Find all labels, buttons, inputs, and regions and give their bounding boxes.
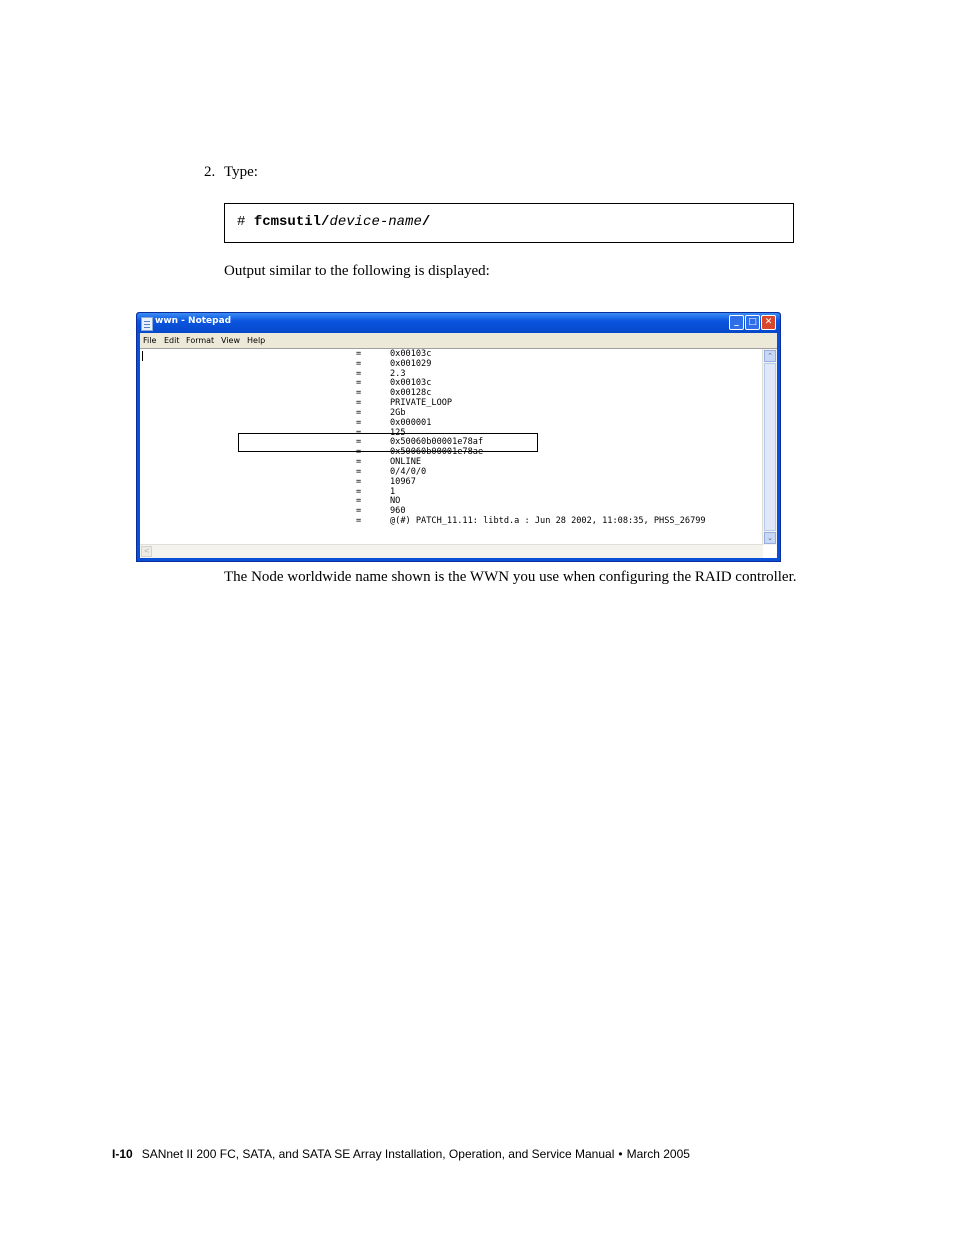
footer-bullet: • (618, 1147, 623, 1161)
title-bar[interactable] (137, 313, 780, 333)
line-value: 0x50060b00001e78ae (390, 447, 484, 457)
code-command: fcmsutil (253, 214, 322, 230)
window-title: wwn - Notepad (155, 316, 232, 326)
line-value: 0x00128c (390, 388, 432, 398)
scroll-up-icon[interactable]: ⌃ (764, 350, 776, 362)
page-footer (112, 1147, 690, 1161)
line-value: 2.3 (390, 369, 406, 379)
step-text: Type: (224, 164, 258, 180)
page-number: I-10 (112, 1147, 133, 1161)
conclusion-text: The Node worldwide name shown is the WWN you use when configuring the RAID controller. (224, 569, 797, 585)
notepad-icon[interactable] (141, 317, 153, 331)
menu-edit[interactable]: Edit (164, 336, 180, 345)
line-value: 2Gb (390, 408, 406, 418)
line-value: 1 (390, 487, 396, 497)
line-value: 0/4/0/0 (390, 467, 427, 477)
scroll-left-icon[interactable]: < (141, 546, 152, 557)
window-client (140, 333, 777, 558)
scroll-down-icon[interactable]: ⌄ (764, 532, 776, 544)
line-value: 0x00103c (390, 349, 432, 359)
scroll-thumb[interactable] (764, 363, 776, 531)
code-argument: device-name (329, 214, 422, 230)
line-value: 960 (390, 506, 406, 516)
code-block (224, 203, 794, 243)
close-button[interactable]: ✕ (761, 315, 776, 330)
step-number: 2. (204, 164, 216, 180)
line-value: ONLINE (390, 457, 422, 467)
wwn-highlight-box (238, 433, 538, 452)
publication-date: March 2005 (626, 1147, 690, 1161)
output-intro-text: Output similar to the following is displayed: (224, 263, 490, 279)
output-lines: = 0x00103c = 0x001029 = 2.3 = 0x00103c = 0x00128c = PRIVATE_LOOP = 2Gb = 0x000001 = 125 = 0x50060b00001e78af = 0x50060b00001e78ae = ONLINE = 0/4/0/0 = 10967 = 1 = NO = 960 = @(#) PATCH_11.11: libtd.a : Jun 28 2002, 11:08:35, PHSS_26799 (140, 349, 766, 537)
step-instruction (204, 164, 258, 181)
horizontal-scrollbar[interactable] (140, 544, 763, 558)
vertical-scrollbar[interactable] (762, 349, 777, 545)
line-value: 0x001029 (390, 359, 432, 369)
minimize-button[interactable]: _ (729, 315, 744, 330)
menu-help[interactable]: Help (247, 336, 266, 345)
manual-title: SANnet II 200 FC, SATA, and SATA SE Array Installation, Operation, and Service Manual (141, 1147, 615, 1161)
line-value: 125 (390, 428, 406, 438)
line-value: 0x000001 (390, 418, 432, 428)
line-value: @(#) PATCH_11.11: libtd.a : Jun 28 2002, 11:08:35, PHSS_26799 (390, 516, 706, 526)
code-prompt: # (237, 214, 246, 230)
line-value: PRIVATE_LOOP (390, 398, 453, 408)
maximize-button[interactable]: □ (745, 315, 760, 330)
text-editor[interactable] (140, 348, 777, 558)
code-slash-end: / (421, 214, 431, 230)
code-slash: / (321, 214, 330, 230)
line-value: 0x00103c (390, 378, 432, 388)
menu-file[interactable]: File (143, 336, 157, 345)
menu-bar (140, 333, 777, 348)
line-value: 10967 (390, 477, 416, 487)
menu-format[interactable]: Format (186, 336, 215, 345)
line-value: 0x50060b00001e78af (390, 437, 484, 447)
line-value: NO (390, 496, 401, 506)
notepad-window (136, 312, 781, 562)
menu-view[interactable]: View (221, 336, 240, 345)
